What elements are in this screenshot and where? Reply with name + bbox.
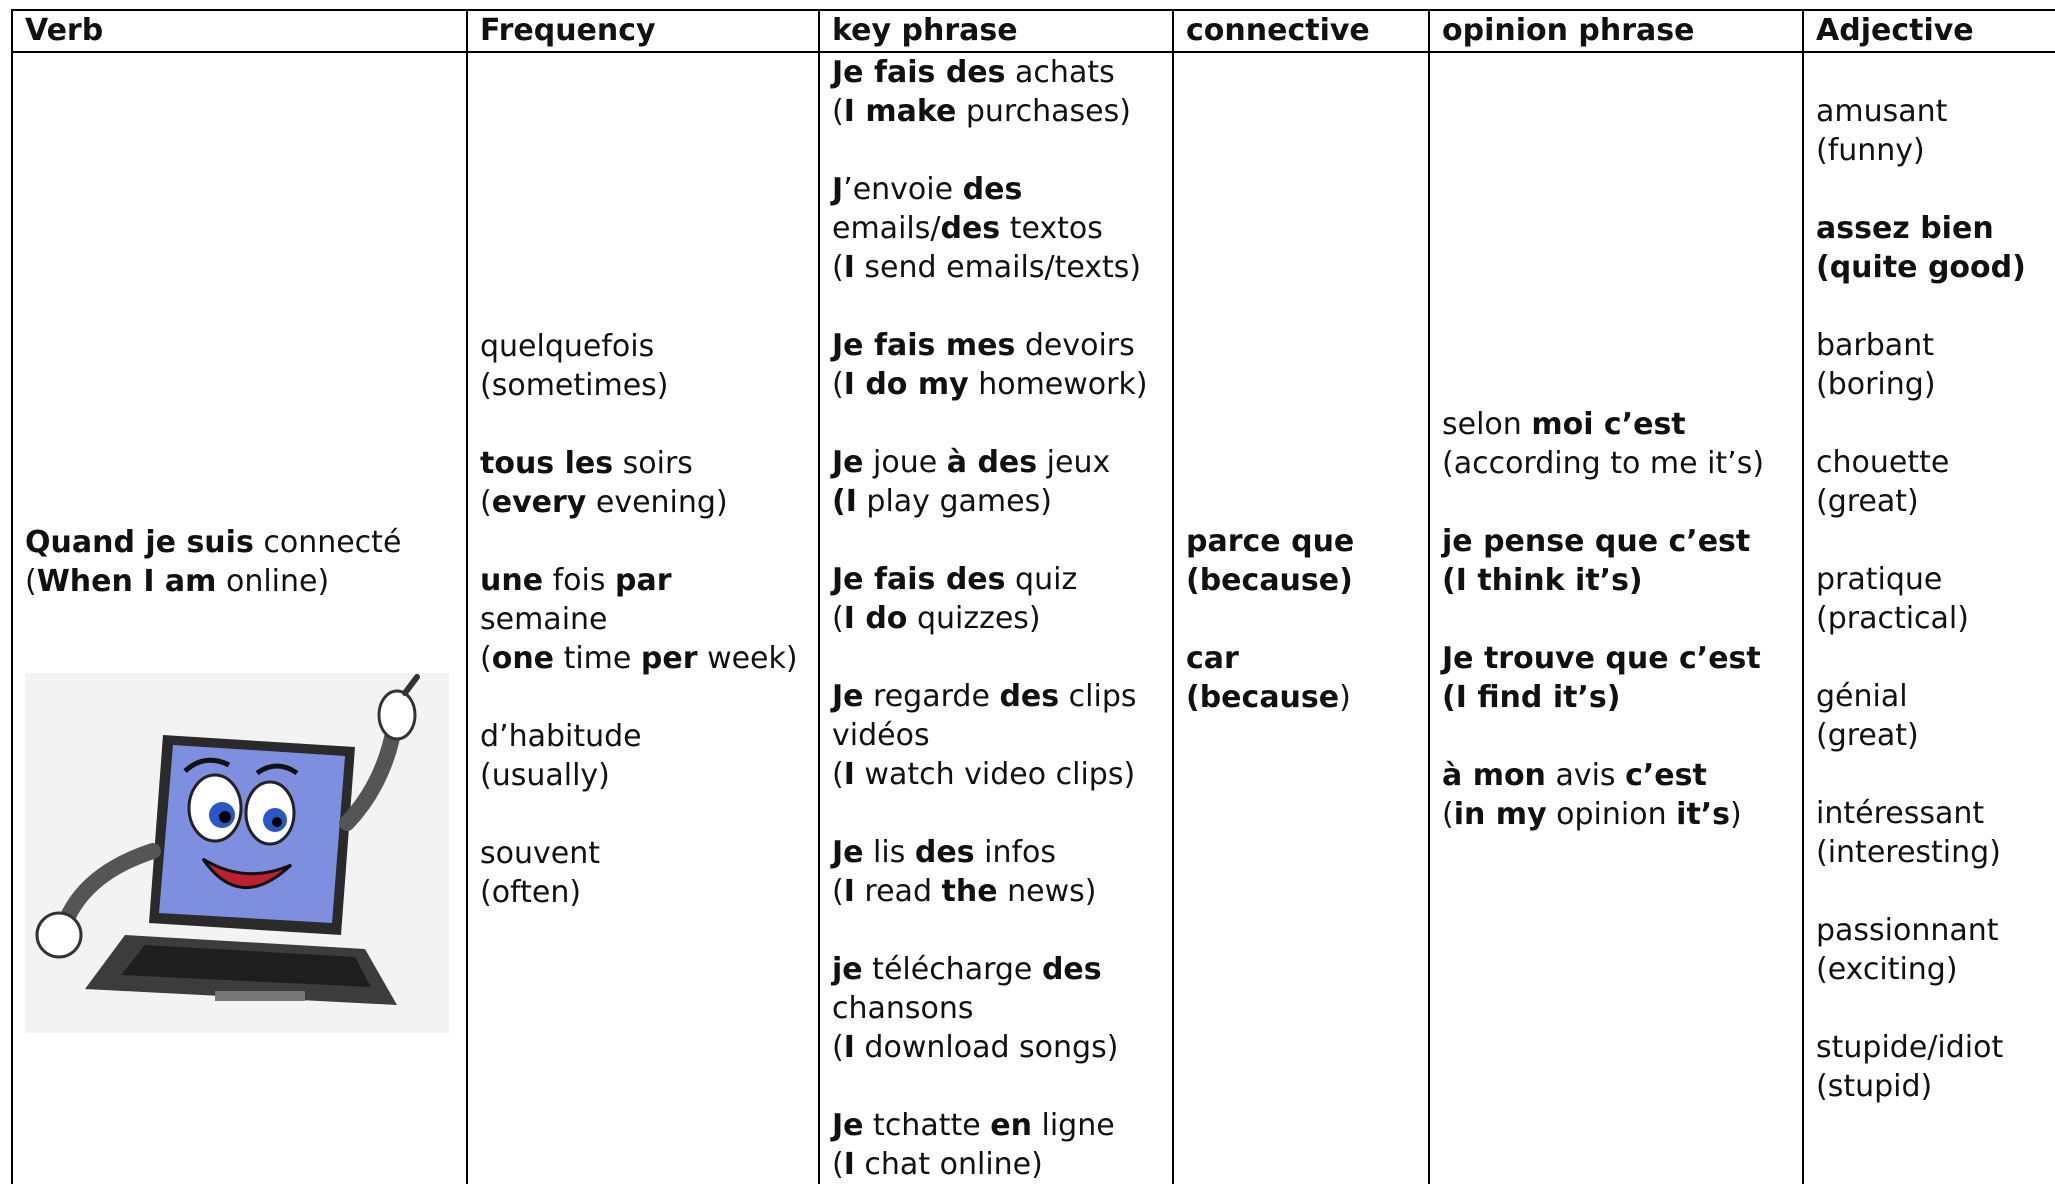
header-frequency: Frequency — [467, 10, 819, 52]
key-phrase-item — [832, 1106, 1160, 1184]
text-segment: Je fais des — [832, 562, 1006, 597]
text-segment: it’s — [1676, 796, 1731, 832]
frequency-item-line — [480, 756, 806, 795]
text-segment: ( — [832, 94, 844, 129]
text-segment: (because) — [1186, 562, 1353, 598]
opinion-phrase-item-line — [1442, 444, 1790, 483]
text-segment: time — [554, 640, 641, 676]
key-phrase-item-line — [832, 872, 1160, 911]
adjective-item-line — [1816, 92, 2043, 131]
text-segment: vidéos — [832, 718, 930, 753]
frequency-item-line — [480, 444, 806, 483]
text-segment: ( — [832, 601, 844, 636]
opinion-phrase-item-line — [1442, 522, 1790, 561]
adjective-item-line — [1816, 131, 2043, 170]
adjective-item-line — [1816, 599, 2043, 638]
text-segment: avis — [1545, 757, 1626, 793]
opinion-phrase-item-line — [1442, 756, 1790, 795]
text-segment: intéressant — [1816, 796, 1985, 831]
connective-item — [1186, 639, 1416, 717]
key-phrase-item — [832, 560, 1160, 638]
key-phrase-item-line — [832, 560, 1160, 599]
adjective-item-line — [1816, 794, 2043, 833]
connective-cell — [1173, 52, 1429, 1186]
frequency-item-line — [480, 717, 806, 756]
text-segment: Quand je suis — [25, 525, 254, 560]
key-phrase-item — [832, 326, 1160, 404]
text-segment: tchatte — [863, 1108, 991, 1143]
text-segment: Je trouve que c’est — [1442, 640, 1761, 676]
key-phrase-item-line — [832, 92, 1160, 131]
text-segment: des — [940, 211, 1001, 246]
text-segment: textos — [1000, 211, 1103, 246]
adjective-cell — [1803, 52, 2055, 1186]
text-segment: joue — [863, 445, 947, 480]
adjective-item — [1816, 677, 2043, 755]
text-segment: tous les — [480, 445, 614, 481]
text-segment: souvent — [480, 835, 600, 871]
connective-item-line — [1186, 678, 1416, 717]
key-phrase-item-line — [832, 755, 1160, 794]
text-segment: (stupid) — [1816, 1069, 1933, 1104]
verb-phrase — [25, 523, 454, 601]
key-phrase-item-line — [832, 716, 1160, 755]
text-segment: Je fais mes — [832, 328, 1016, 363]
connective-item-line — [1186, 561, 1416, 600]
text-segment: (practical) — [1816, 601, 1969, 636]
text-segment: connecté — [253, 525, 402, 560]
text-segment: ( — [832, 1030, 844, 1065]
text-segment: (sometimes) — [480, 367, 669, 403]
text-segment: I — [843, 250, 855, 285]
key-phrase-item-line — [832, 950, 1160, 989]
text-segment: week) — [697, 640, 798, 676]
key-phrase-item-line — [832, 443, 1160, 482]
header-adjective: Adjective — [1803, 10, 2055, 52]
text-segment: (interesting) — [1816, 835, 2001, 870]
connective-item-line — [1186, 522, 1416, 561]
opinion-phrase-item-line — [1442, 678, 1790, 717]
opinion-phrase-item — [1442, 639, 1790, 717]
text-segment: des — [1041, 952, 1102, 987]
frequency-item-line — [480, 327, 806, 366]
header-row — [12, 10, 2055, 52]
opinion-phrase-cell — [1429, 52, 1803, 1186]
opinion-phrase-item-line — [1442, 561, 1790, 600]
text-segment: (great) — [1816, 484, 1919, 519]
key-phrase-item-line — [832, 53, 1160, 92]
frequency-list — [480, 327, 806, 912]
text-segment: (boring) — [1816, 367, 1936, 402]
text-segment: devoirs — [1015, 328, 1135, 363]
adjective-item — [1816, 326, 2043, 404]
text-segment: infos — [974, 835, 1057, 870]
text-segment: je pense que c’est — [1442, 523, 1751, 559]
frequency-item-line — [480, 366, 806, 405]
key-phrase-item-line — [832, 833, 1160, 872]
verb-cell — [12, 52, 467, 1186]
text-segment: (I — [832, 484, 857, 519]
text-segment: quizzes) — [907, 601, 1041, 636]
key-phrase-item — [832, 833, 1160, 911]
opinion-phrase-item-line — [1442, 639, 1790, 678]
frequency-item-line — [480, 873, 806, 912]
opinion-phrase-list — [1442, 405, 1790, 834]
text-segment: soirs — [613, 445, 693, 481]
adjective-item-line — [1816, 1028, 2043, 1067]
text-segment: (funny) — [1816, 133, 1925, 168]
text-segment: Je — [832, 445, 864, 480]
header-key-phrase: key phrase — [819, 10, 1173, 52]
text-segment: every — [491, 484, 587, 520]
text-segment: (quite good) — [1816, 250, 2026, 285]
text-segment: c’est — [1625, 757, 1707, 793]
text-segment: ) — [1730, 796, 1742, 832]
text-segment: ( — [832, 367, 844, 402]
text-segment: moi c’est — [1531, 406, 1686, 442]
key-phrase-item-line — [832, 677, 1160, 716]
text-segment: à des — [946, 445, 1038, 480]
frequency-item-line — [480, 483, 806, 522]
text-segment: watch video clips) — [854, 757, 1136, 792]
text-segment: fois — [543, 562, 616, 598]
text-segment: I — [843, 757, 855, 792]
key-phrase-item-line — [832, 326, 1160, 365]
text-segment: quiz — [1005, 562, 1078, 597]
text-segment: achats — [1005, 55, 1115, 90]
key-phrase-item-line — [832, 989, 1160, 1028]
opinion-phrase-item-line — [1442, 405, 1790, 444]
key-phrase-item-line — [832, 482, 1160, 521]
text-segment: (great) — [1816, 718, 1919, 753]
text-segment: jeux — [1037, 445, 1111, 480]
text-segment: selon — [1442, 406, 1532, 442]
adjective-item — [1816, 560, 2043, 638]
adjective-item-line — [1816, 365, 2043, 404]
text-segment: the — [941, 874, 998, 909]
text-segment: online) — [216, 564, 330, 599]
adjective-item — [1816, 911, 2043, 989]
text-segment: des — [962, 172, 1023, 207]
adjective-item-line — [1816, 950, 2043, 989]
text-segment: chansons — [832, 991, 974, 1026]
frequency-item-line — [480, 561, 806, 639]
adjective-item-line — [1816, 677, 2043, 716]
text-segment: evening) — [586, 484, 728, 520]
key-phrase-item — [832, 677, 1160, 794]
key-phrase-item — [832, 53, 1160, 131]
laptop-mascot-icon — [25, 673, 449, 1033]
text-segment: en — [990, 1108, 1032, 1143]
header-verb: Verb — [12, 10, 467, 52]
text-segment: When I am — [36, 564, 217, 599]
text-segment: des — [914, 835, 975, 870]
content-row — [12, 52, 2055, 1186]
opinion-phrase-item — [1442, 522, 1790, 600]
key-phrase-cell — [819, 52, 1173, 1186]
frequency-item — [480, 561, 806, 678]
adjective-item — [1816, 794, 2043, 872]
text-segment: (because — [1186, 679, 1340, 715]
text-segment: par — [615, 562, 672, 598]
key-phrase-item — [832, 443, 1160, 521]
adjective-item-line — [1816, 482, 2043, 521]
text-segment: ( — [832, 1147, 844, 1182]
key-phrase-item-line — [832, 1028, 1160, 1067]
text-segment: ( — [25, 564, 37, 599]
adjective-item-line — [1816, 560, 2043, 599]
text-segment: amusant — [1816, 94, 1948, 129]
opinion-phrase-item-line — [1442, 795, 1790, 834]
adjective-list — [1816, 92, 2043, 1106]
text-segment: à mon — [1442, 757, 1546, 793]
text-segment: stupide/idiot — [1816, 1030, 2004, 1065]
text-segment: barbant — [1816, 328, 1934, 363]
frequency-item — [480, 444, 806, 522]
text-segment: ( — [832, 757, 844, 792]
text-segment: read — [854, 874, 942, 909]
adjective-item — [1816, 1028, 2043, 1106]
text-segment: parce que — [1186, 523, 1355, 559]
text-segment: one — [491, 640, 555, 676]
adjective-item-line — [1816, 716, 2043, 755]
frequency-item — [480, 834, 806, 912]
text-segment: passionnant — [1816, 913, 1999, 948]
key-phrase-item-line — [832, 599, 1160, 638]
connective-list — [1186, 522, 1416, 717]
text-segment: Je — [832, 1108, 864, 1143]
text-segment: I do my — [843, 367, 969, 402]
text-segment: ligne — [1031, 1108, 1115, 1143]
text-segment: emails/ — [832, 211, 941, 246]
text-segment: chouette — [1816, 445, 1950, 480]
text-segment: send emails/texts) — [854, 250, 1142, 285]
text-segment: je — [832, 952, 863, 987]
key-phrase-item-line — [832, 1145, 1160, 1184]
text-segment: in my — [1453, 796, 1547, 832]
text-segment: lis — [863, 835, 915, 870]
key-phrase-item — [832, 950, 1160, 1067]
verb-line — [25, 523, 454, 562]
frequency-item — [480, 717, 806, 795]
text-segment: une — [480, 562, 544, 598]
text-segment: chat online) — [854, 1147, 1043, 1182]
key-phrase-list — [832, 53, 1160, 1184]
text-segment: (exciting) — [1816, 952, 1958, 987]
text-segment: I — [843, 874, 855, 909]
key-phrase-item-line — [832, 209, 1160, 248]
connective-item-line — [1186, 639, 1416, 678]
text-segment: I do — [843, 601, 908, 636]
header-connective: connective — [1173, 10, 1429, 52]
text-segment: génial — [1816, 679, 1908, 714]
frequency-item-line — [480, 834, 806, 873]
text-segment: clips — [1059, 679, 1137, 714]
adjective-item-line — [1816, 833, 2043, 872]
text-segment: télécharge — [862, 952, 1042, 987]
key-phrase-item-line — [832, 248, 1160, 287]
text-segment: pratique — [1816, 562, 1943, 597]
text-segment: opinion — [1546, 796, 1677, 832]
text-segment: download songs) — [854, 1030, 1119, 1065]
text-segment: ’envoie — [843, 172, 963, 207]
opinion-phrase-item — [1442, 405, 1790, 483]
text-segment: play games) — [856, 484, 1052, 519]
text-segment: regarde — [863, 679, 1000, 714]
text-segment: J — [832, 172, 844, 207]
text-segment: d’habitude — [480, 718, 642, 754]
key-phrase-item — [832, 170, 1160, 287]
text-segment: semaine — [480, 601, 608, 637]
header-opinion-phrase: opinion phrase — [1429, 10, 1803, 52]
adjective-item-line — [1816, 326, 2043, 365]
text-segment: per — [640, 640, 698, 676]
adjective-item-line — [1816, 248, 2043, 287]
adjective-item-line — [1816, 911, 2043, 950]
text-segment: ) — [1339, 679, 1351, 715]
adjective-item-line — [1816, 1067, 2043, 1106]
text-segment: ( — [480, 484, 492, 520]
vocabulary-table — [11, 9, 2055, 1187]
text-segment: quelquefois — [480, 328, 655, 364]
key-phrase-item-line — [832, 170, 1160, 209]
text-segment: news) — [997, 874, 1097, 909]
text-segment: purchases) — [956, 94, 1131, 129]
text-segment: Je fais des — [832, 55, 1006, 90]
adjective-item — [1816, 209, 2043, 287]
adjective-item — [1816, 92, 2043, 170]
verb-translation — [25, 562, 454, 601]
text-segment: (usually) — [480, 757, 610, 793]
key-phrase-item-line — [832, 365, 1160, 404]
text-segment: I make — [843, 94, 957, 129]
adjective-item — [1816, 443, 2043, 521]
text-segment: car — [1186, 640, 1239, 676]
text-segment: ( — [1442, 796, 1454, 832]
text-segment: assez bien — [1816, 211, 1994, 246]
adjective-item-line — [1816, 209, 2043, 248]
text-segment: ( — [480, 640, 492, 676]
frequency-item-line — [480, 639, 806, 678]
frequency-cell — [467, 52, 819, 1186]
text-segment: I — [843, 1147, 855, 1182]
text-segment: Je — [832, 835, 864, 870]
text-segment: Je — [832, 679, 864, 714]
text-segment: (according to me it’s) — [1442, 445, 1765, 481]
text-segment: des — [999, 679, 1060, 714]
text-segment: (I find it’s) — [1442, 679, 1621, 715]
text-segment: homework) — [968, 367, 1148, 402]
frequency-item — [480, 327, 806, 405]
connective-item — [1186, 522, 1416, 600]
text-segment: I — [843, 1030, 855, 1065]
key-phrase-item-line — [832, 1106, 1160, 1145]
text-segment: ( — [832, 250, 844, 285]
text-segment: (I think it’s) — [1442, 562, 1643, 598]
text-segment: ( — [832, 874, 844, 909]
adjective-item-line — [1816, 443, 2043, 482]
opinion-phrase-item — [1442, 756, 1790, 834]
text-segment: (often) — [480, 874, 582, 910]
